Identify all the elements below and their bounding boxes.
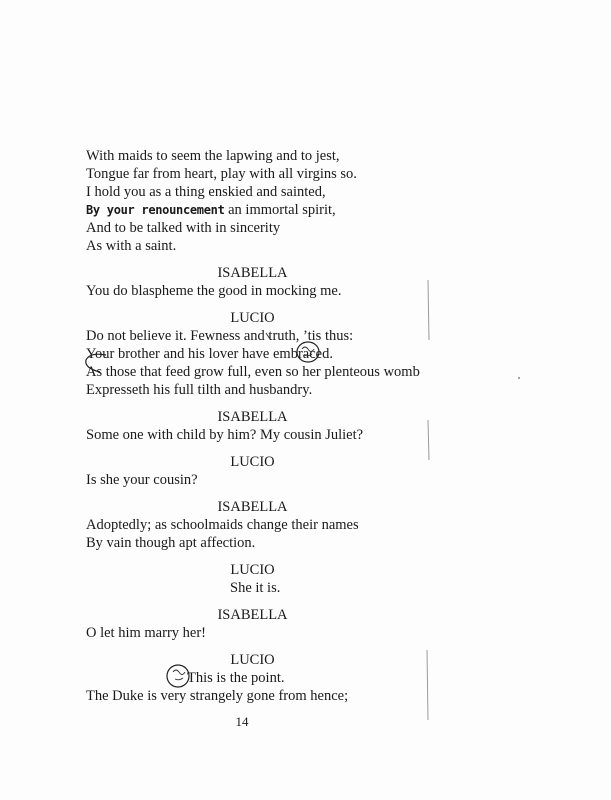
dialogue-line: Is she your cousin?: [86, 472, 198, 488]
thus-tick-mark: [266, 333, 270, 339]
handwritten-correction: By your renouncement: [86, 203, 225, 217]
dialogue-line: Do not believe it. Fewness and truth, ’tis thus:: [86, 328, 354, 344]
dialogue-line: And to be talked with in sincerity: [86, 220, 281, 236]
circled-mark-2-scribble: [173, 670, 185, 680]
dialogue-line: By vain though apt affection.: [86, 535, 256, 551]
dialogue-line: As with a saint.: [86, 238, 177, 254]
dialogue-line: With maids to seem the lapwing and to jest,: [86, 148, 340, 164]
dialogue-line: Your brother and his lover have embraced.: [86, 346, 333, 362]
dialogue-line: This is the point.: [187, 670, 285, 686]
circled-mark-1-scribble: [302, 347, 314, 356]
page-number: 14: [235, 714, 249, 729]
dialogue-line: Expresseth his full tilth and husbandry.: [86, 382, 313, 398]
circled-mark-1: [297, 342, 319, 362]
speaker-name: LUCIO: [230, 652, 275, 668]
dialogue-line: The Duke is very strangely gone from hence;: [86, 688, 349, 704]
dialogue-line: As those that feed grow full, even so her plenteous womb: [86, 364, 420, 380]
speaker-name: LUCIO: [230, 310, 275, 326]
dialogue-line: Adoptedly; as schoolmaids change their names: [86, 517, 359, 533]
dialogue-line: O let him marry her!: [86, 625, 206, 641]
speaker-name: LUCIO: [230, 562, 275, 578]
speaker-name: ISABELLA: [217, 499, 288, 515]
dialogue-line: Some one with child by him? My cousin Juliet?: [86, 427, 364, 443]
speaker-name: LUCIO: [230, 454, 275, 470]
binding-line: [427, 280, 429, 720]
dialogue-line: She it is.: [230, 580, 281, 596]
speaker-name: ISABELLA: [217, 607, 288, 623]
dialogue-line: You do blaspheme the good in mocking me.: [86, 283, 342, 299]
dialogue-text: an immortal spirit,: [224, 202, 336, 218]
speaker-name: ISABELLA: [217, 409, 288, 425]
stray-dot: [518, 377, 520, 379]
as-arc-mark: [86, 354, 106, 372]
speaker-name: ISABELLA: [217, 265, 288, 281]
dialogue-line: Tongue far from heart, play with all virgins so.: [86, 166, 357, 182]
dialogue-line: I hold you as a thing enskied and sainted,: [86, 184, 326, 200]
circled-mark-2: [167, 665, 189, 687]
